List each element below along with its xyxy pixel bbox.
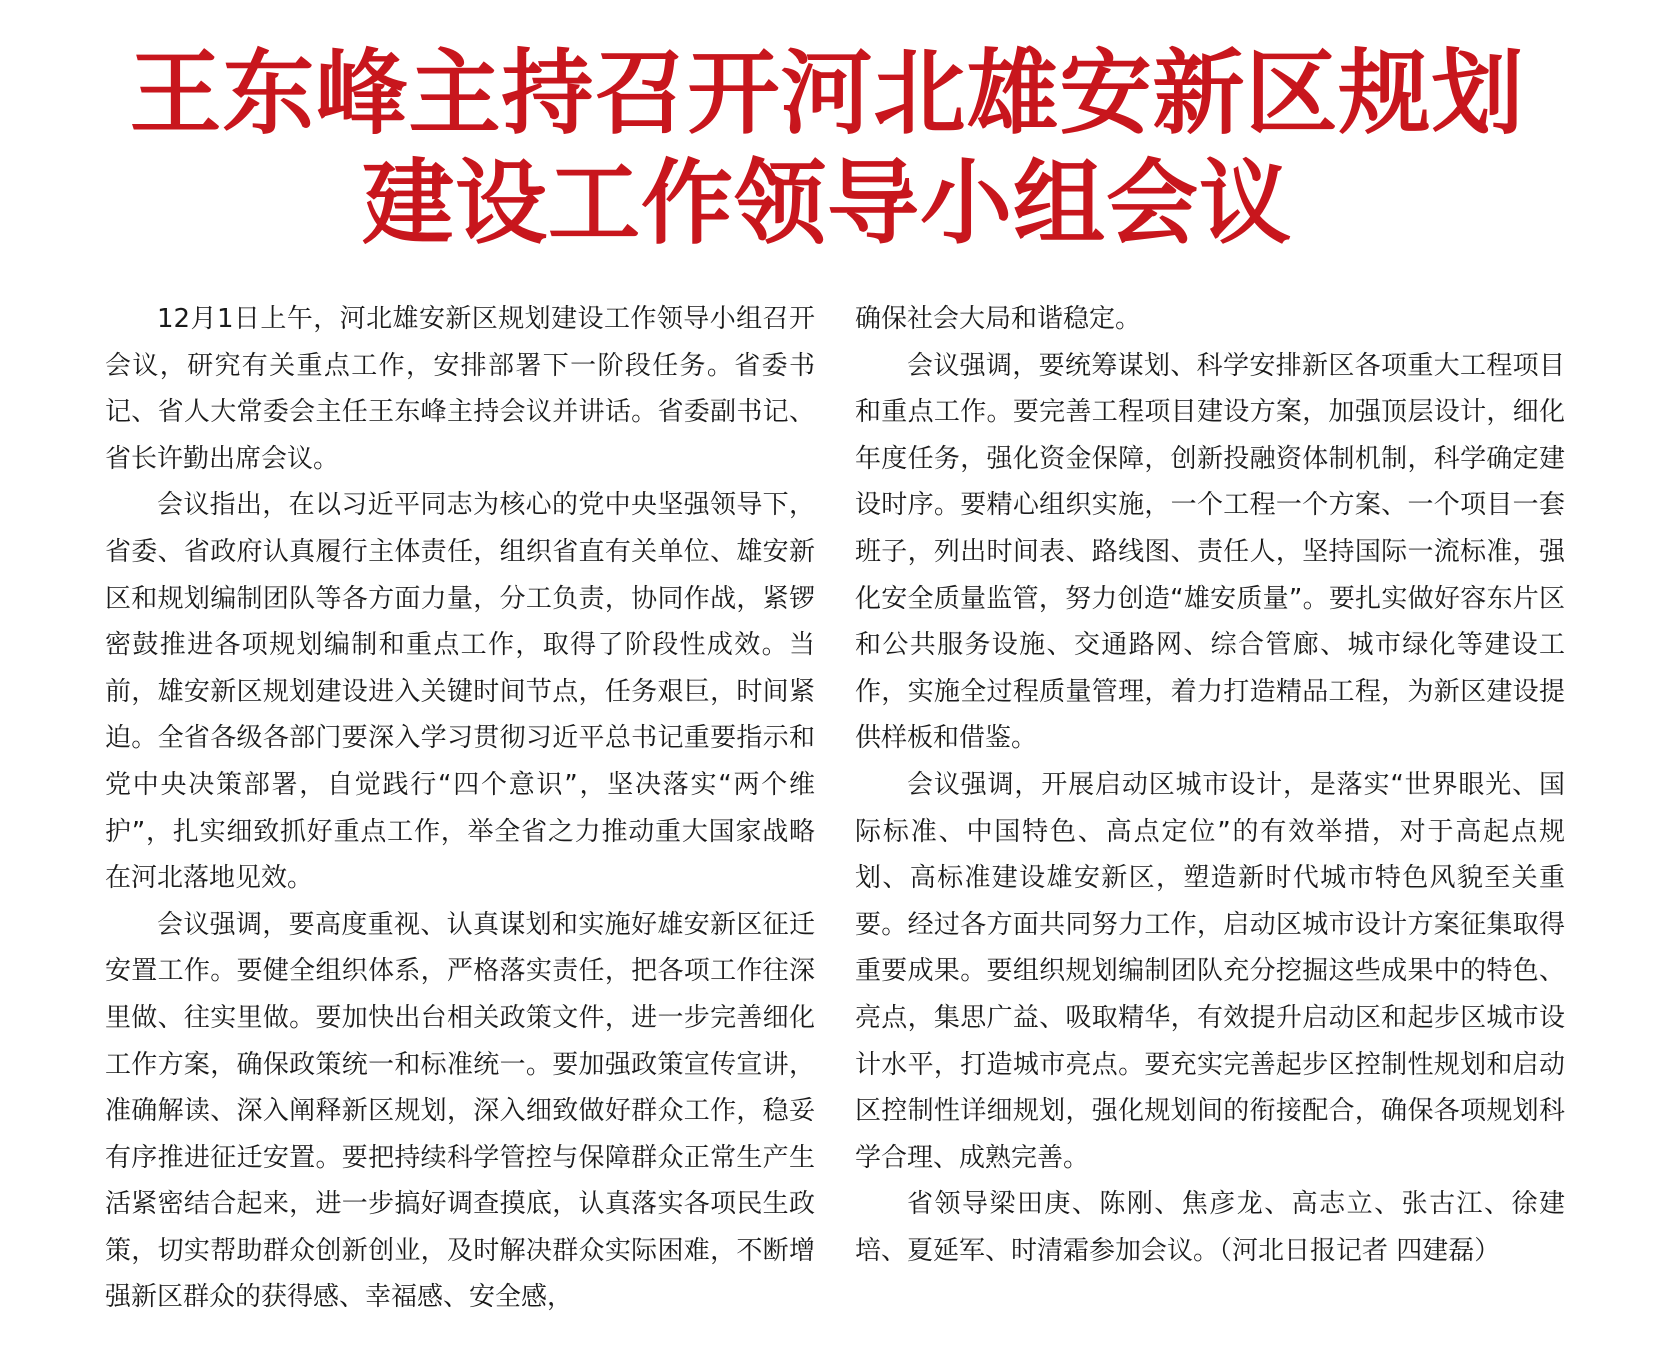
paragraph-relocation: 会议强调，要高度重视、认真谋划和实施好雄安新区征迁安置工作。要健全组织体系，严格落实责任，把各项工作往深里做、往实里做。要加快出台相关政策文件，进一步完善细化工作方案，确保政策统一和标准统一。要加强政策宣传宣讲，准确解读、深入阐释新区规划，深入细致做好群众工作，稳妥有序推进征迁安置。要把持续科学管控与保障群众正常生产生活紧密结合起来，进一步搞好调查摸底，认真落实各项民生政策，切实帮助群众创新创业，及时解决群众实际困难，不断增强新区群众的获得感、幸福感、安全感， [105,909,815,1313]
headline-line-2: 建设工作领导小组会议 [361,149,1292,257]
paragraph-projects: 会议强调，要统筹谋划、科学安排新区各项重大工程项目和重点工作。要完善工程项目建设方案，加强顶层设计，细化年度任务，强化资金保障，创新投融资体制机制，科学确定建设时序。要精心组织实施，一个工程一个方案、一个项目一套班子，列出时间表、路线图、责任人，坚持国际一流标准，强化安全质量监管，努力创造“雄安质量”。要扎实做好容东片区和公共服务设施、交通路网、综合管廊、城市绿化等建设工作，实施全过程质量管理，着力打造精品工程，为新区建设提供样板和借鉴。 [855,350,1565,754]
paragraph-urban-design: 会议强调，开展启动区城市设计，是落实“世界眼光、国际标准、中国特色、高点定位”的有效举措，对于高起点规划、高标准建设雄安新区，塑造新时代城市特色风貌至关重要。经过各方面共同努力工作，启动区城市设计方案征集取得重要成果。要组织规划编制团队充分挖掘这些成果中的特色、亮点，集思广益、吸取精华，有效提升启动区和起步区城市设计水平，打造城市亮点。要充实完善起步区控制性规划和启动区控制性详细规划，强化规划间的衔接配合，确保各项规划科学合理、成熟完善。 [855,769,1565,1173]
headline [0,38,1654,258]
article-column-left [105,296,815,1321]
paragraph-attendees: 省领导梁田庚、陈刚、焦彦龙、高志立、张古江、徐建培、夏延军、时清霜参加会议。（河北日报记者 四建磊） [855,1189,1565,1266]
paragraph-intro: 12月1日上午，河北雄安新区规划建设工作领导小组召开会议，研究有关重点工作，安排部署下一阶段任务。省委书记、省人大常委会主任王东峰主持会议并讲话。省委副书记、省长许勤出席会议。 [105,304,815,474]
paragraph-meeting-noted: 会议指出，在以习近平同志为核心的党中央坚强领导下，省委、省政府认真履行主体责任，组织省直有关单位、雄安新区和规划编制团队等各方面力量，分工负责，协同作战，紧锣密鼓推进各项规划编制和重点工作，取得了阶段性成效。当前，雄安新区规划建设进入关键时间节点，任务艰巨，时间紧迫。全省各级各部门要深入学习贯彻习近平总书记重要指示和党中央决策部署，自觉践行“四个意识”，坚决落实“两个维护”，扎实细致抓好重点工作，举全省之力推动重大国家战略在河北落地见效。 [105,490,815,894]
headline-line-1: 王东峰主持召开河北雄安新区规划 [129,39,1525,147]
article-body [105,296,1565,1321]
article-column-right [855,296,1565,1321]
paragraph-continuation: 确保社会大局和谐稳定。 [855,304,1142,334]
